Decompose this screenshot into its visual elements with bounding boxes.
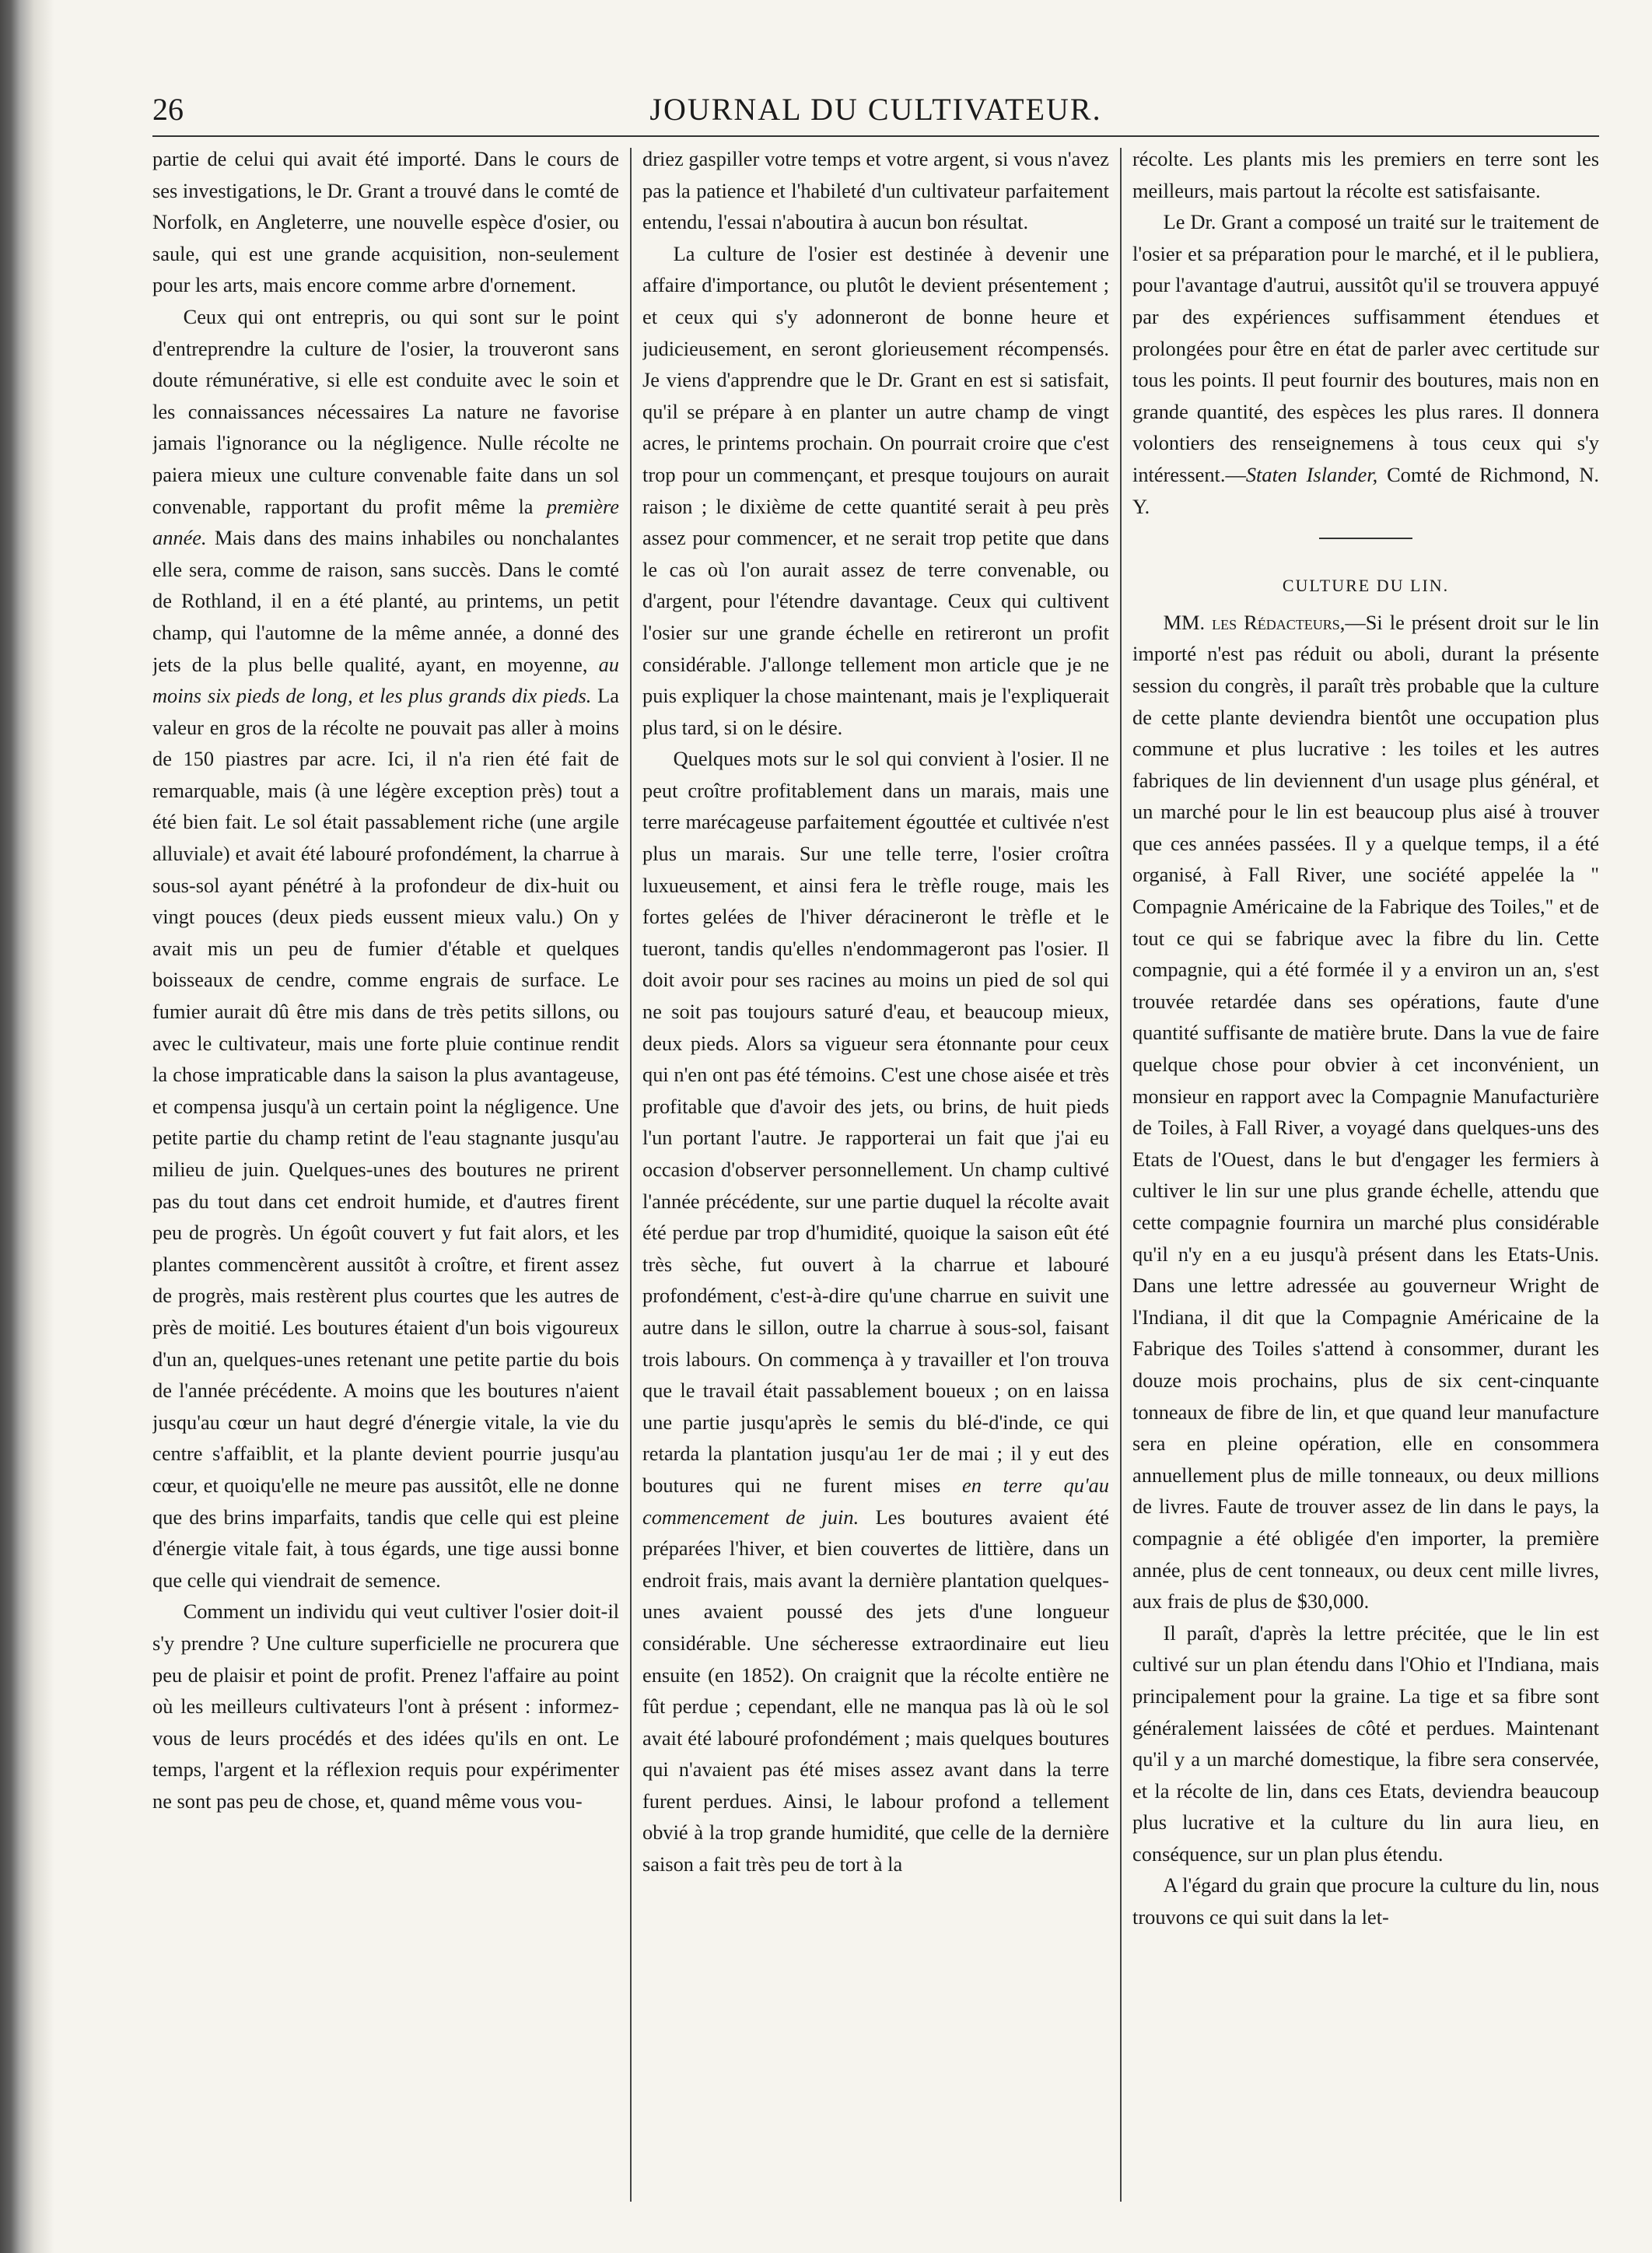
section-separator [1319, 538, 1412, 539]
paragraph: Comment un individu qui veut cultiver l'osier doit-il s'y prendre ? Une culture superficielle ne procurera que peu de plaisir et point de profit. Prenez l'affaire au point où les meilleurs cultivateurs l'ont à présent : informez-vous de leurs procédés et des idées qu'ils en ont. Le temps, l'argent et la réflexion requis pour expérimenter ne sont pas peu de chose, et, quand même vous vou- [152, 1600, 619, 1813]
column-divider [1120, 148, 1122, 2202]
paragraph [642, 743, 1109, 1880]
emphasis: en terre qu'au commencement de juin. [642, 1473, 1109, 1529]
text-run: Ceux qui ont entrepris, ou qui sont sur le point d'entreprendre la culture de l'osier, la trouveront sans doute rémunérative, si elle est conduite avec le soin et les connaissances nécessaires La nature ne favorise jamais l'ignorance ou la négligence. Nulle récolte ne paiera mieux une culture convenable faite dans un sol convenable, rapportant du profit même la [152, 304, 619, 518]
page-header [152, 75, 1599, 137]
paragraph [1132, 607, 1599, 1617]
paragraph: Il paraît, d'après la lettre précitée, que le lin est cultivé sur un plan étendu dans l'Ohio et l'Indiana, mais principalement pour la graine. La tige et sa fibre sont généralement laissées de côté et perdues. Maintenant qu'il y a un marché domestique, la fibre sera conservée, et la récolte de lin, dans ces Etats, deviendra beaucoup plus lucrative et la culture du lin aura lieu, en conséquence, sur un plan plus étendu. [1132, 1621, 1599, 1866]
salutation: MM. les Rédacteurs, [1163, 610, 1346, 634]
column-3 [1132, 143, 1599, 2213]
paragraph: récolte. Les plants mis les premiers en terre sont les meilleurs, mais partout la récolte est satisfaisante. [1132, 147, 1599, 202]
paragraph: La culture de l'osier est destinée à devenir une affaire d'importance, ou plutôt le devient présentement ; et ceux qui s'y adonneront de bonne heure et judicieusement, en seront glorieusement récompensés. Je viens d'apprendre que le Dr. Grant en est si satisfait, qu'il se prépare à en planter un autre champ de vingt acres, le printems prochain. On pourrait croire que c'est trop pour un commençant, et presque toujours on aurait raison ; le dixième de cette quantité serait à peu près assez pour commencer, et ne serait trop petite que dans le cas où l'on aurait assez de terre convenable, ou d'argent, pour l'étendre davantage. Ceux qui cultivent l'osier sur une grande échelle en retireront un profit considérable. J'allonge tellement mon article que je ne puis expliquer la chose maintenant, mais je l'expliquerait plus tard, si on le désire. [642, 241, 1109, 739]
journal-title: JOURNAL DU CULTIVATEUR. [649, 92, 1102, 127]
paragraph: A l'égard du grain que procure la culture du lin, nous trouvons ce qui suit dans la let- [1132, 1873, 1599, 1929]
emphasis: au moins six pieds de long, et les plus grands dix pieds. [152, 652, 619, 708]
text-run: Quelques mots sur le sol qui convient à l'osier. Il ne peut croître profitablement dans un marais, mais une terre marécageuse parfaitement égouttée et cultivée n'est plus un marais. Sur une telle terre, l'osier croîtra luxueusement, et ainsi fera le trèfle rouge, mais les fortes gelées de l'hiver déracineront le trèfle et le tueront, tandis qu'elles n'endommageront pas l'osier. Il doit avoir pour ses racines au moins un pied de sol qui ne soit pas toujours saturé d'eau, et beaucoup mieux, deux pieds. Alors sa vigueur sera étonnante pour ceux qui n'en ont pas été témoins. C'est une chose aisée et très profitable que d'avoir des jets, ou brins, de huit pieds l'un portant l'autre. Je rapporterai un fait que j'ai eu occasion d'observer personnellement. Un champ cultivé l'année précédente, sur une partie duquel la récolte avait été perdue par trop d'humidité, quoique la saison eût été très sèche, fut ouvert à la charrue et labouré profondément, c'est-à-dire qu'une charrue en suivit une autre dans le sillon, outre la charrue à sous-sol, faisant trois labours. On commença à y travailler et l'on trouva que le travail était passablement boueux ; on en laissa une partie jusqu'après le semis du blé-d'inde, ce qui retarda la plantation jusqu'au 1er de mai ; il y eut des boutures qui ne furent mises [642, 747, 1109, 1497]
paragraph: partie de celui qui avait été importé. Dans le cours de ses investigations, le Dr. Grant a trouvé dans le comté de Norfolk, en Angleterre, une nouvelle espèce d'osier, ou saule, qui est une grande acquisition, non-seulement pour les arts, mais encore comme arbre d'ornement. [152, 147, 619, 297]
text-columns [152, 143, 1599, 2213]
column-divider [630, 148, 632, 2202]
column-1 [152, 143, 619, 2213]
paragraph [1132, 206, 1599, 522]
text-run: Comté de Richmond, N. Y. [1132, 462, 1599, 518]
emphasis: première année. [152, 494, 619, 550]
paragraph [152, 301, 619, 1596]
page-number: 26 [152, 92, 184, 127]
text-run: Les boutures avaient été préparées l'hiver, et bien couvertes de littière, dans un endroit frais, mais avant la dernière plantation quelques-unes avaient poussé des jets d'une longueur considérable. Une sécheresse extraordinaire eut lieu ensuite (en 1852). On craignit que la récolte entière ne fût perdue ; cependant, elle ne manqua pas là où le sol avait été labouré profondément ; mais quelques boutures qui n'avaient pas été mises assez avant dans la terre furent perdues. Ainsi, le labour profond a tellement obvié à la trop grande humidité, que celle de la dernière saison a fait très peu de tort à la [642, 1505, 1109, 1876]
column-2 [642, 143, 1109, 2213]
text-run: Mais dans des mains inhabiles ou nonchalantes elle sera, comme de raison, sans succès. Dans le comté de Rothland, il en a été planté, au printems, un petit champ, qui l'automne de la même année, a donné des jets de la plus belle qualité, ayant, en moyenne, [152, 526, 619, 676]
emphasis: Staten Islander, [1245, 462, 1378, 486]
paragraph: driez gaspiller votre temps et votre argent, si vous n'avez pas la patience et l'habileté d'un cultivateur parfaitement entendu, l'essai n'aboutira à aucun bon résultat. [642, 147, 1109, 234]
journal-page [152, 75, 1599, 2222]
section-title: CULTURE DU LIN. [1282, 576, 1450, 596]
scanned-binding-edge [0, 0, 54, 2253]
text-run: —Si le présent droit sur le lin importé n'est pas réduit ou aboli, durant la présente session du congrès, il paraît très probable que la culture de cette plante deviendra bientôt une occupation plus commune et plus lucrative : les toiles et les autres fabriques de lin deviennent d'un usage plus général, et un marché pour le lin est beaucoup plus aisé à trouver que ces années passées. Il y a quelque temps, il a été organisé, à Fall River, une société appelée la " Compagnie Américaine de la Fabrique des Toiles," et de tout ce qui se fabrique avec la fibre du lin. Cette compagnie, qui a été formée il y a environ un an, s'est trouvée retardée dans ses opérations, faute d'une quantité suffisante de matière brute. Dans la vue de faire quelque chose pour obvier à cet inconvénient, un monsieur en rapport avec la Compagnie Manufacturière de Toiles, à Fall River, a voyagé dans quelques-uns des Etats de l'Ouest, dans le but d'engager les fermiers à cultiver le lin sur une plus grande échelle, attendu que cette compagnie fournira un marché plus considérable qu'il n'y en a eu jusqu'à présent dans les Etats-Unis. Dans une lettre adressée au gouverneur Wright de l'Indiana, il dit que la Compagnie Américaine de la Fabrique des Toiles s'attend à consommer, durant les douze mois prochains, plus de six cent-cinquante tonneaux de fibre de lin, et que quand leur manufacture sera en pleine opération, elle en consommera annuellement plus de mille tonneaux, ou deux millions de livres. Faute de trouver assez de lin dans le pays, la compagnie a été obligée d'en importer, la première année, plus de cent tonneaux, ou deux cent mille livres, aux frais de plus de $30,000. [1132, 610, 1599, 1614]
text-run: Le Dr. Grant a composé un traité sur le traitement de l'osier et sa préparation pour le marché, et il le publiera, pour l'avantage d'autrui, aussitôt qu'il se trouvera appuyé par des expériences suffisamment étendues et prolongées pour être en état de parler avec certitude sur tous les points. Il peut fournir des boutures, mais non en grande quantité, des espèces les plus rares. Il donnera volontiers des renseignemens à tous ceux qui s'y intéressent.— [1132, 210, 1599, 486]
text-run: La valeur en gros de la récolte ne pouvait pas aller à moins de 150 piastres par acre. Ici, il n'a rien été fait de remarquable, mais (à une légère exception près) tout a été bien fait. Le sol était passablement riche (une argile alluviale) et avait été labouré profondément, la charrue à sous-sol ayant pénétré à la profondeur de dix-huit ou vingt pouces (deux pieds eussent mieux valu.) On y avait mis un peu de fumier d'étable et quelques boisseaux de cendre, comme engrais de surface. Le fumier aurait dû être mis dans de très petits sillons, ou avec le cultivateur, mais une forte pluie continue rendit la chose impraticable dans la saison la plus avantageuse, et compensa jusqu'à un certain point la négligence. Une petite partie du champ retint de l'eau stagnante jusqu'au milieu de juin. Quelques-unes des boutures ne prirent pas du tout dans cet endroit humide, et d'autres firent peu de progrès. Un égoût couvert y fut fait alors, et les plantes commencèrent aussitôt à croître, et firent assez de progrès, mais restèrent plus courtes que les autres de près de moitié. Les boutures étaient d'un bois vigoureux d'un an, quelques-unes retenant une petite partie du bois de l'année précédente. A moins que les boutures n'aient jusqu'au cœur un haut degré d'énergie vitale, la vie du centre s'affaiblit, et la plante devient pourrie jusqu'au cœur, et quoiqu'elle ne meure pas aussitôt, elle ne donne que des brins imparfaits, tandis que celle qui est pleine d'énergie vitale fait, à tous égards, une tige aussi bonne que celle qui viendrait de semence. [152, 684, 619, 1592]
